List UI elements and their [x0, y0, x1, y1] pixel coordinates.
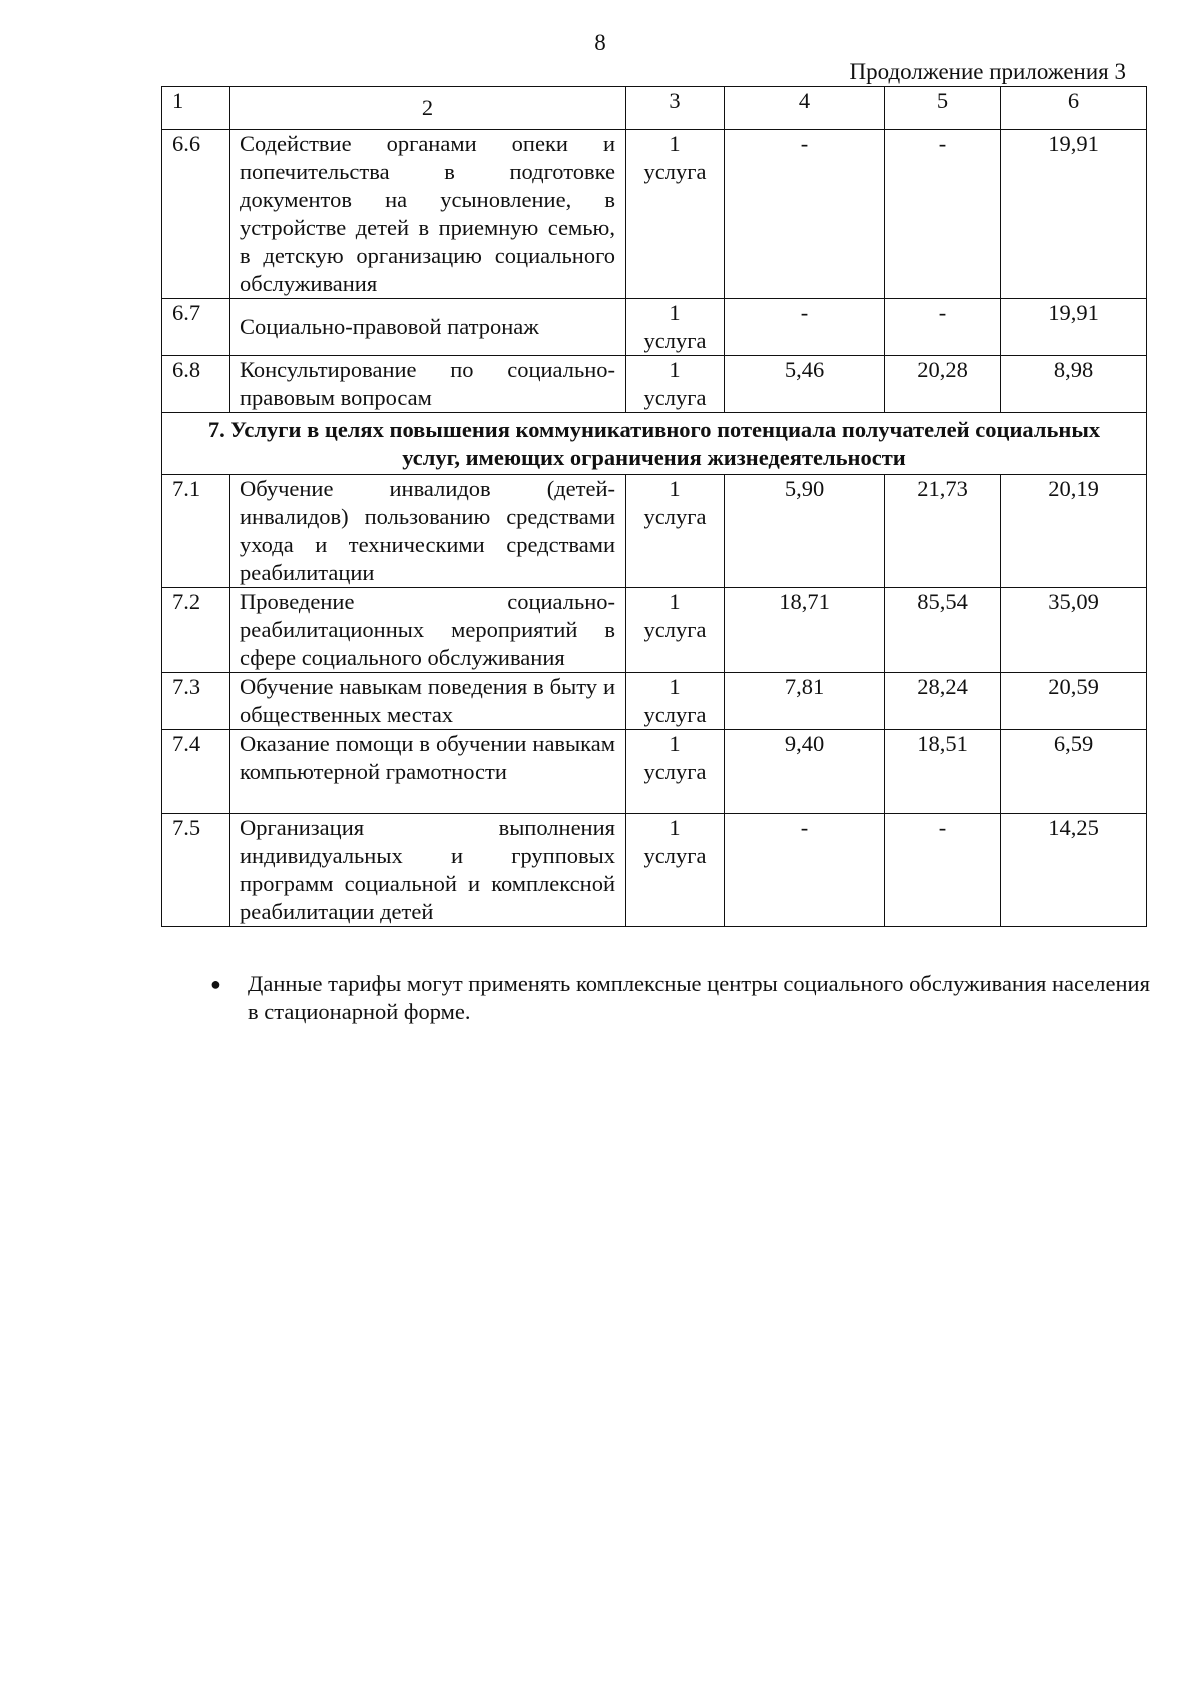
value-col5: - — [885, 130, 1001, 299]
note-text: Данные тарифы могут применять комплексные центры социального обслуживания населения в стационарной форме. — [248, 971, 1150, 1024]
service-name: Обучение навыкам поведения в быту и общественных местах — [230, 673, 626, 730]
service-unit: 1 услуга — [626, 673, 725, 730]
value-col4: 7,81 — [725, 673, 885, 730]
header-cell-3: 3 — [626, 87, 725, 130]
value-col6: 20,19 — [1001, 475, 1147, 588]
table-row — [162, 356, 1147, 413]
row-number: 7.2 — [162, 588, 230, 673]
row-number: 7.4 — [162, 730, 230, 814]
service-name: Содействие органами опеки и попечительства в подготовке документов на усыновление, в устройстве детей в приемную семью, в детскую организацию социального обслуживания — [230, 130, 626, 299]
header-cell-6: 6 — [1001, 87, 1147, 130]
table-row — [162, 588, 1147, 673]
page-number: 8 — [594, 30, 606, 55]
service-unit: 1 услуга — [626, 588, 725, 673]
service-name: Организация выполнения индивидуальных и групповых программ социальной и комплексной реабилитации детей — [230, 814, 626, 927]
table-header-row — [162, 87, 1147, 130]
section-title: 7. Услуги в целях повышения коммуникативного потенциала получателей социальных услуг, имеющих ограничения жизнедеятельности — [162, 413, 1147, 475]
header-cell-4: 4 — [725, 87, 885, 130]
table-row — [162, 130, 1147, 299]
value-col5: 28,24 — [885, 673, 1001, 730]
table-row — [162, 730, 1147, 814]
header-cell-2: 2 — [230, 87, 626, 130]
value-col6: 35,09 — [1001, 588, 1147, 673]
table-row — [162, 475, 1147, 588]
service-unit: 1 услуга — [626, 730, 725, 814]
value-col4: 5,46 — [725, 356, 885, 413]
value-col5: 20,28 — [885, 356, 1001, 413]
service-name: Проведение социально-реабилитационных мероприятий в сфере социального обслуживания — [230, 588, 626, 673]
service-unit: 1 услуга — [626, 814, 725, 927]
value-col4: - — [725, 299, 885, 356]
value-col5: - — [885, 299, 1001, 356]
value-col5: 21,73 — [885, 475, 1001, 588]
row-number: 7.1 — [162, 475, 230, 588]
value-col4: 9,40 — [725, 730, 885, 814]
value-col5: - — [885, 814, 1001, 927]
value-col6: 14,25 — [1001, 814, 1147, 927]
bullet-icon: ● — [210, 974, 221, 994]
row-number: 6.7 — [162, 299, 230, 356]
appendix-continuation-label: Продолжение приложения 3 — [849, 59, 1126, 84]
value-col4: - — [725, 814, 885, 927]
notes-list — [210, 970, 1150, 1026]
value-col6: 20,59 — [1001, 673, 1147, 730]
service-unit: 1 услуга — [626, 356, 725, 413]
value-col6: 6,59 — [1001, 730, 1147, 814]
value-col6: 19,91 — [1001, 130, 1147, 299]
value-col4: 5,90 — [725, 475, 885, 588]
header-cell-1: 1 — [162, 87, 230, 130]
row-number: 7.5 — [162, 814, 230, 927]
value-col6: 19,91 — [1001, 299, 1147, 356]
value-col5: 85,54 — [885, 588, 1001, 673]
row-number: 6.6 — [162, 130, 230, 299]
note-item — [210, 970, 1150, 1026]
service-name: Оказание помощи в обучении навыкам компьютерной грамотности — [230, 730, 626, 814]
service-unit: 1 услуга — [626, 475, 725, 588]
service-name: Социально-правовой патронаж — [230, 299, 626, 356]
value-col4: - — [725, 130, 885, 299]
tariff-table — [161, 86, 1147, 927]
service-name: Консультирование по социально-правовым вопросам — [230, 356, 626, 413]
header-cell-5: 5 — [885, 87, 1001, 130]
table-row — [162, 814, 1147, 927]
service-name: Обучение инвалидов (детей-инвалидов) пользованию средствами ухода и техническими средствами реабилитации — [230, 475, 626, 588]
value-col4: 18,71 — [725, 588, 885, 673]
service-unit: 1 услуга — [626, 130, 725, 299]
service-unit: 1 услуга — [626, 299, 725, 356]
value-col5: 18,51 — [885, 730, 1001, 814]
row-number: 7.3 — [162, 673, 230, 730]
table-row — [162, 299, 1147, 356]
row-number: 6.8 — [162, 356, 230, 413]
value-col6: 8,98 — [1001, 356, 1147, 413]
section-row — [162, 413, 1147, 475]
table-row — [162, 673, 1147, 730]
